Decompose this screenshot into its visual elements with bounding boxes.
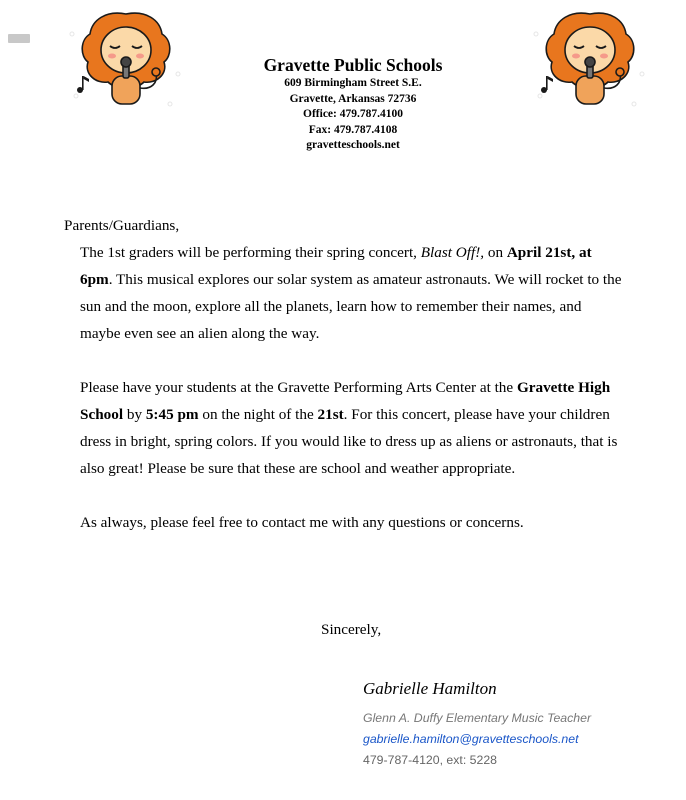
concert-title: Blast Off!,	[420, 244, 485, 261]
signature-phone: 479-787-4120, ext: 5228	[363, 753, 498, 767]
corner-mark	[8, 34, 30, 43]
p2-text-d: . For this concert, please have your children dress in bright, spring colors. If you would like to dress up as aliens or astronauts, that is also great! Please be sure that these are school and weather appropriate.	[80, 406, 618, 477]
school-website: gravetteschools.net	[306, 139, 400, 151]
p2-text-b: by	[123, 406, 146, 423]
address-line-2: Gravette, Arkansas 72736	[289, 92, 417, 105]
signature-name: Gabrielle Hamilton	[363, 679, 497, 698]
arrival-time: 5:45 pm	[145, 406, 199, 423]
address-line-1: 609 Birmingham Street S.E.	[284, 77, 422, 89]
paragraph-concert	[64, 239, 624, 347]
school-name: Gravette Public Schools	[263, 55, 443, 75]
office-phone: Office: 479.787.4100	[303, 108, 403, 120]
singing-lion-icon	[66, 4, 186, 114]
concert-day: 21st	[317, 406, 344, 423]
closing: Sincerely,	[321, 621, 382, 638]
concert-date: April 21st, at 6pm	[80, 244, 592, 288]
fax-number: Fax: 479.787.4108	[308, 123, 398, 136]
venue: Gravette High School	[80, 379, 611, 423]
paragraph-arrival	[64, 374, 624, 482]
p2-text-c: on the night of the	[198, 406, 318, 423]
salutation: Parents/Guardians,	[64, 217, 180, 234]
letter-body	[64, 212, 624, 536]
singing-lion-icon	[530, 4, 650, 114]
signature-email-link[interactable]: gabrielle.hamilton@gravetteschools.net	[363, 732, 579, 746]
p2-text-a: Please have your students at the Gravette Performing Arts Center at the	[80, 379, 517, 396]
p1-text-c: . This musical explores our solar system as amateur astronauts. We will rocket to the sun and the moon, explore all the planets, learn how to remember their names, and maybe even see an alien along the way.	[80, 271, 622, 342]
p1-text-b: on	[484, 244, 507, 261]
signature-title: Glenn A. Duffy Elementary Music Teacher	[363, 711, 592, 725]
letterhead	[238, 54, 468, 154]
p1-text-a: The 1st graders will be performing their spring concert,	[80, 244, 421, 261]
paragraph-contact: As always, please feel free to contact me with any questions or concerns.	[80, 514, 524, 531]
